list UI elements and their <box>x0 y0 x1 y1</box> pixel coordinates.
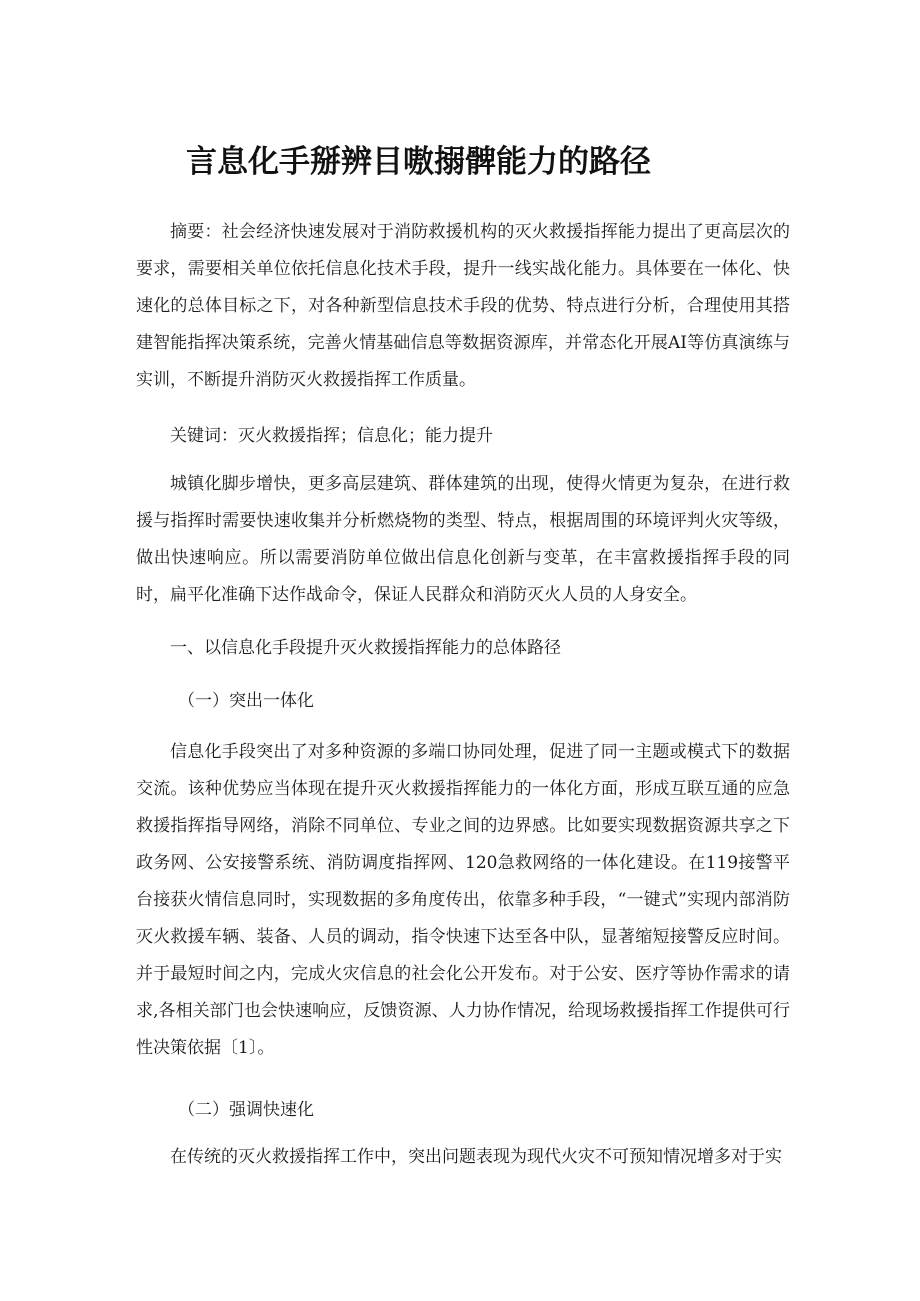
subsection-heading-1: （一）突出一体化 <box>178 691 314 711</box>
intro-paragraph: 城镇化脚步增快，更多高层建筑、群体建筑的出现，使得火情更为复杂，在进行救援与指挥时需要快速收集并分析燃烧物的类型、特点，根据周围的环境评判火灾等级，做出快速响应。所以需要消防单位做出信息化创新与变革，在丰富救援指挥手段的同时，扁平化准确下达作战命令，保证人民群众和消防灭火人员的人身安全。 <box>136 474 790 605</box>
abstract-paragraph: 摘要：社会经济快速发展对于消防救援机构的灭火救援指挥能力提出了更高层次的要求，需要相关单位依托信息化技术手段，提升一线实战化能力。具体要在一体化、快速化的总体目标之下，对各种新型信息技术手段的优势、特点进行分析，合理使用其搭建智能指挥决策系统，完善火情基础信息等数据资源库，并常态化开展AI等仿真演练与实训，不断提升消防灭火救援指挥工作质量。 <box>136 222 790 390</box>
document-title: 言息化手掰辨目嗷搦髀能力的路径 <box>186 144 651 180</box>
keywords-line: 关键词：灭火救援指挥；信息化；能力提升 <box>170 426 493 446</box>
section-heading-1: 一、以信息化手段提升灭火救援指挥能力的总体路径 <box>170 638 561 658</box>
body-paragraph-2: 在传统的灭火救援指挥工作中，突出问题表现为现代火灾不可预知情况增多对于实 <box>170 1147 782 1167</box>
subsection-heading-2: （二）强调快速化 <box>178 1100 314 1120</box>
body-paragraph-1: 信息化手段突出了对多种资源的多端口协同处理，促进了同一主题或模式下的数据交流。该种优势应当体现在提升灭火救援指挥能力的一体化方面，形成互联互通的应急救援指挥指导网络，消除不同单位、专业之间的边界感。比如要实现数据资源共享之下政务网、公安接警系统、消防调度指挥网、120急救网络的一体化建设。在119接警平台接获火情信息同时，实现数据的多角度传出，依靠多种手段，“一键式”实现内部消防灭火救援车辆、装备、人员的调动，指令快速下达至各中队，显著缩短接警反应时间。并于最短时间之内，完成火灾信息的社会化公开发布。对于公安、医疗等协作需求的请求,各相关部门也会快速响应，反馈资源、人力协作情况，给现场救援指挥工作提供可行性决策依据〔1〕。 <box>136 742 790 1058</box>
